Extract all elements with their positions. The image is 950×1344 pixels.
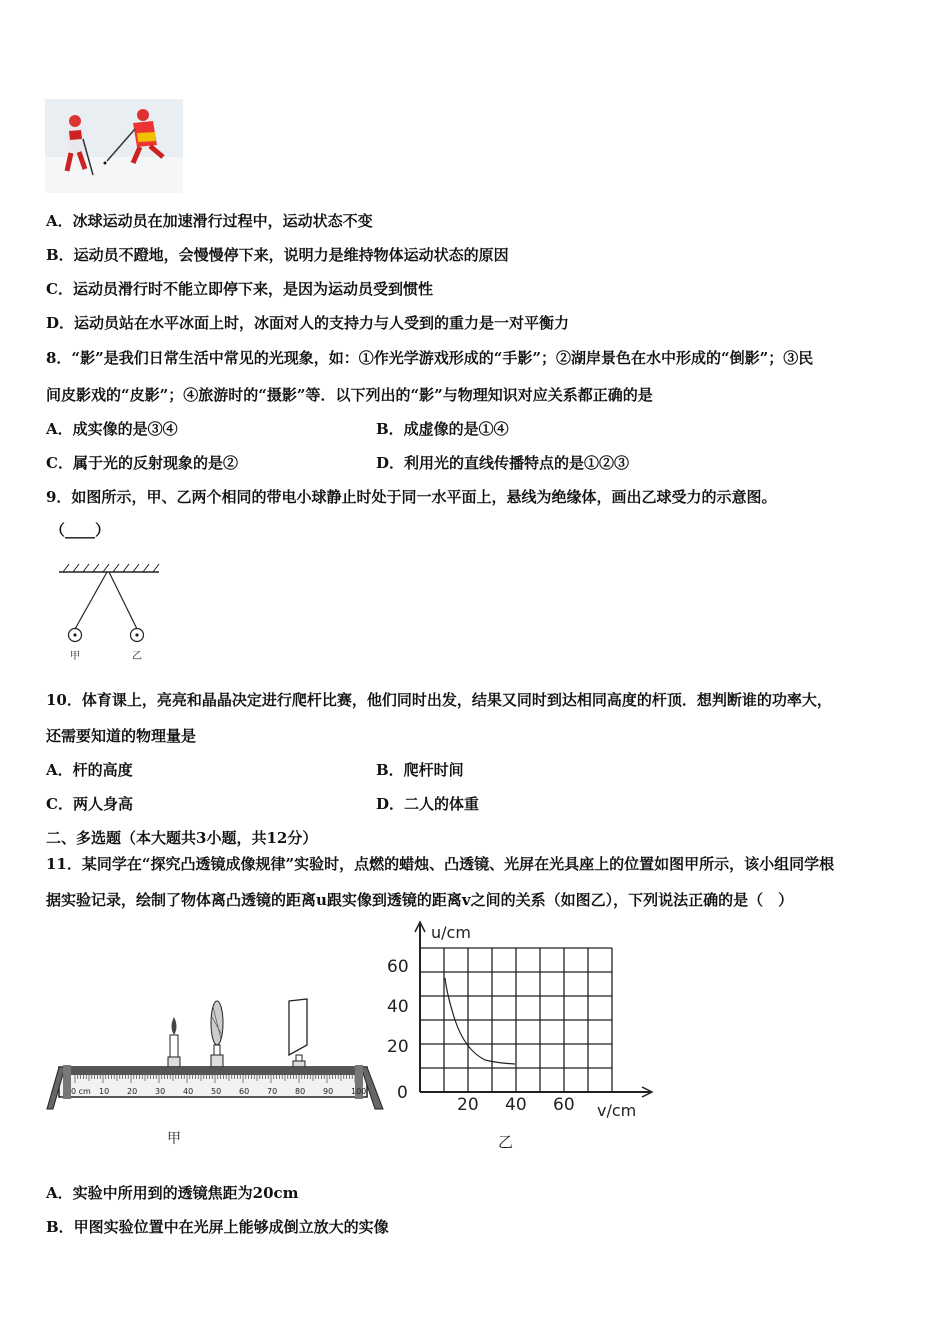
- q7-option-b: B．运动员不蹬地，会慢慢停下来，说明力是维持物体运动状态的原因: [46, 246, 509, 264]
- graph-xlabel: v/cm: [597, 1101, 637, 1120]
- q10-option-b: B．爬杆时间: [376, 761, 464, 779]
- fig-yi-label: 乙: [498, 1133, 514, 1151]
- q11-option-b: B．甲图实验位置中在光屏上能够成倒立放大的实像: [46, 1218, 389, 1236]
- q8-stem-line1: 8．“影”是我们日常生活中常见的光现象，如：①作光学游戏形成的“手影”；②湖岸景色在水中形成的“倒影”；③民: [46, 349, 814, 367]
- xtick-20: 20: [457, 1095, 479, 1115]
- ruler-label: 50: [211, 1087, 222, 1096]
- label-jia: 甲: [70, 651, 80, 662]
- hockey-photo: [45, 99, 183, 193]
- q10-option-a: A．杆的高度: [46, 761, 133, 779]
- ytick-20: 20: [387, 1037, 409, 1057]
- q7-option-c: C．运动员滑行时不能立即停下来，是因为运动员受到惯性: [46, 280, 433, 298]
- q9-answer-blank: （____）: [50, 521, 111, 539]
- ruler-label: 30: [155, 1087, 166, 1096]
- ruler-label: 100: [351, 1087, 367, 1096]
- q10-stem-line1: 10．体育课上，亮亮和晶晶决定进行爬杆比赛，他们同时出发，结果又同时到达相同高度的杆顶．想判断谁的功率大，: [46, 691, 832, 709]
- ytick-40: 40: [387, 997, 409, 1017]
- q8-option-d: D．利用光的直线传播特点的是①②③: [376, 454, 630, 472]
- q8-stem-line2: 间皮影戏的“皮影”；④旅游时的“摄影”等．以下列出的“影”与物理知识对应关系都正确的是: [46, 386, 653, 404]
- graph-ylabel: u/cm: [431, 923, 471, 942]
- q8-option-c: C．属于光的反射现象的是②: [46, 454, 238, 472]
- q11-stem-line2: 据实验记录，绘制了物体离凸透镜的距离u跟实像到透镜的距离v之间的关系（如图乙），下列说法正确的是（ ）: [46, 891, 794, 909]
- ruler-label: 60: [239, 1087, 250, 1096]
- optical-bench-figure: [45, 995, 390, 1155]
- xtick-60: 60: [553, 1095, 575, 1115]
- label-yi: 乙: [132, 651, 142, 662]
- ruler-label: 80: [295, 1087, 306, 1096]
- q11-option-a: A．实验中所用到的透镜焦距为20cm: [46, 1184, 299, 1202]
- ytick-0: 0: [397, 1083, 408, 1103]
- q9-stem: 9．如图所示，甲、乙两个相同的带电小球静止时处于同一水平面上，悬线为绝缘体，画出乙球受力的示意图。: [46, 488, 777, 506]
- pendulum-figure: [55, 560, 165, 665]
- ruler-label: 10: [99, 1087, 110, 1096]
- q10-option-c: C．两人身高: [46, 795, 133, 813]
- section-heading: 二、多选题（本大题共3小题，共12分）: [46, 829, 318, 847]
- uv-graph-figure: [385, 920, 660, 1155]
- ruler-label: 90: [323, 1087, 334, 1096]
- ruler-label: 20: [127, 1087, 138, 1096]
- ruler-label: 0 cm: [71, 1087, 91, 1096]
- q7-option-a: A．冰球运动员在加速滑行过程中，运动状态不变: [46, 212, 373, 230]
- q11-stem-line1: 11．某同学在“探究凸透镜成像规律”实验时，点燃的蜡烛、凸透镜、光屏在光具座上的位置如图甲所示，该小组同学根: [46, 855, 835, 873]
- q10-stem-line2: 还需要知道的物理量是: [46, 727, 197, 745]
- xtick-40: 40: [505, 1095, 527, 1115]
- fig-jia-label: 甲: [167, 1131, 181, 1147]
- ruler-label: 70: [267, 1087, 278, 1096]
- q8-option-b: B．成虚像的是①④: [376, 420, 509, 438]
- ytick-60: 60: [387, 957, 409, 977]
- q7-option-d: D．运动员站在水平冰面上时，冰面对人的支持力与人受到的重力是一对平衡力: [46, 314, 570, 332]
- ruler-label: 40: [183, 1087, 194, 1096]
- q8-option-a: A．成实像的是③④: [46, 420, 178, 438]
- q10-option-d: D．二人的体重: [376, 795, 480, 813]
